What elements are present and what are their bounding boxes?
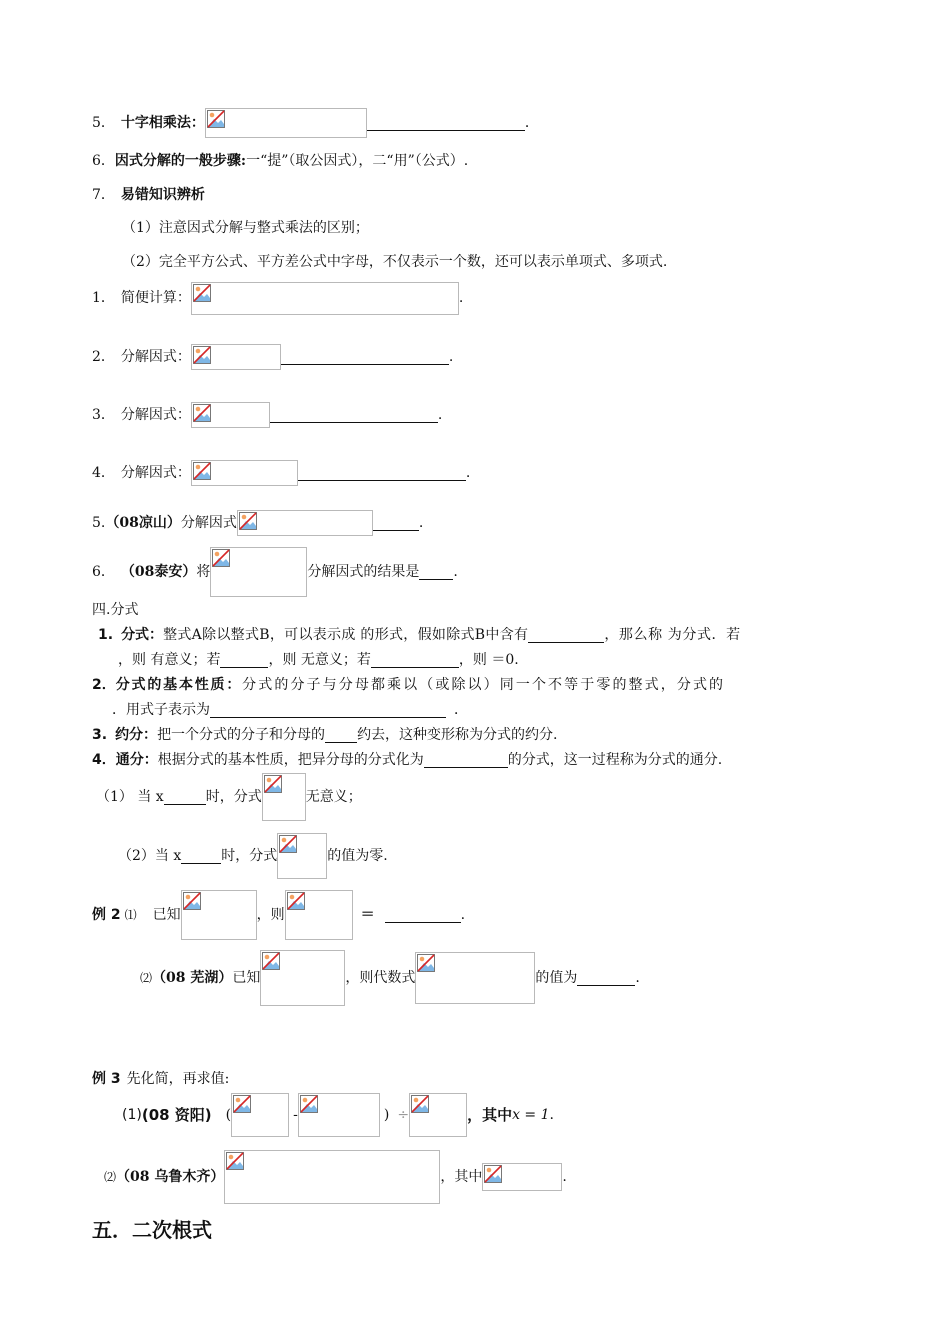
item-number: 4． bbox=[92, 752, 116, 768]
exercise-4 bbox=[92, 458, 470, 488]
item-text: 根据分式的基本性质，把异分母的分式化为 bbox=[157, 752, 424, 768]
part-number: ⑴ bbox=[124, 908, 137, 922]
question-text: 先化简，再求值: bbox=[126, 1071, 230, 1087]
punctuation: ． bbox=[524, 115, 539, 131]
question-text: 的值为 bbox=[535, 970, 578, 986]
exercise-1 bbox=[92, 283, 463, 313]
formula-image bbox=[277, 833, 327, 879]
question-text: ，其中 bbox=[440, 1169, 483, 1185]
item-text: 整式A除以整式B，可以表示成 的形式，假如除式B中含有 bbox=[163, 627, 529, 643]
condition: x = 1 bbox=[512, 1107, 550, 1123]
part-number: ⑵ bbox=[140, 971, 153, 985]
answer-blank bbox=[373, 516, 419, 531]
example-2-part-1 bbox=[92, 889, 465, 941]
formula-image bbox=[285, 890, 353, 940]
item-text: 约去，这种变形称为分式的约分. bbox=[357, 727, 558, 743]
answer-blank bbox=[298, 466, 466, 481]
formula-image bbox=[409, 1093, 467, 1137]
open-paren: ( bbox=[225, 1107, 232, 1123]
note-text: （1）注意因式分解与整式乘法的区别； bbox=[122, 220, 369, 236]
question-text: ，则 bbox=[256, 907, 285, 923]
formula-image bbox=[262, 773, 306, 821]
item-5-cross-multiplication bbox=[92, 108, 539, 138]
item-number: 6． bbox=[92, 153, 115, 169]
answer-blank bbox=[181, 849, 221, 864]
punctuation: . bbox=[562, 1169, 567, 1185]
item-text: ． bbox=[454, 702, 468, 718]
punctuation: . bbox=[437, 407, 443, 423]
exercise-text: 分解因式的结果是 bbox=[307, 564, 420, 580]
formula-image bbox=[191, 460, 298, 486]
formula-image bbox=[191, 282, 459, 315]
item-text: 把一个分式的分子和分母的 bbox=[157, 727, 326, 743]
question-text: 无意义； bbox=[305, 789, 362, 805]
item-text: ．用式子表示为 bbox=[112, 702, 210, 718]
item-number: 5． bbox=[92, 115, 115, 131]
broken-image-icon bbox=[300, 1095, 318, 1113]
punctuation: . bbox=[458, 290, 464, 306]
answer-blank bbox=[419, 565, 453, 580]
punctuation: . bbox=[453, 564, 458, 580]
item-label: 因式分解的一般步骤: bbox=[114, 153, 247, 169]
formula-image bbox=[181, 890, 257, 940]
item-label: 通分： bbox=[115, 752, 158, 768]
question-text: ，则代数式 bbox=[345, 970, 416, 986]
question-text: 时，分式 bbox=[221, 848, 278, 864]
broken-image-icon bbox=[484, 1165, 502, 1183]
example-label: 例 2 bbox=[92, 907, 121, 923]
answer-blank bbox=[210, 703, 446, 718]
item-number: 2． bbox=[92, 349, 115, 365]
item-text: 一“提”（取公因式），二“用”（公式）. bbox=[246, 153, 469, 169]
section-title: 四.分式 bbox=[92, 602, 139, 618]
exercise-3 bbox=[92, 400, 442, 430]
question-text: （1） 当 x bbox=[96, 789, 164, 805]
answer-blank bbox=[367, 116, 525, 131]
source-tag: （08泰安） bbox=[120, 564, 197, 580]
exercise-text: 分解因式： bbox=[120, 407, 191, 423]
example-3-part-1 bbox=[122, 1092, 554, 1138]
item-number: 3. bbox=[92, 727, 108, 743]
question-text: 时，分式 bbox=[205, 789, 262, 805]
broken-image-icon bbox=[411, 1095, 429, 1113]
broken-image-icon bbox=[193, 346, 211, 364]
broken-image-icon bbox=[287, 892, 305, 910]
formula-image bbox=[210, 547, 307, 597]
example-2-part-2 bbox=[140, 950, 640, 1006]
item-label: 十字相乘法： bbox=[120, 115, 205, 131]
item-text: 分式的分子与分母都乘以（或除以）同一个不等于零的整式，分式的 bbox=[242, 677, 726, 693]
item-text: 的分式，这一过程称为分式的通分. bbox=[507, 752, 723, 768]
item-number: 7． bbox=[92, 187, 115, 203]
broken-image-icon bbox=[193, 284, 211, 302]
item-7-common-mistakes bbox=[92, 180, 205, 210]
broken-image-icon bbox=[262, 952, 280, 970]
source-tag: （08凉山） bbox=[105, 515, 181, 531]
answer-blank bbox=[371, 653, 459, 668]
exercise-text: 分解因式： bbox=[120, 465, 191, 481]
broken-image-icon bbox=[193, 404, 211, 422]
formula-image bbox=[224, 1150, 440, 1204]
close-paren: ) bbox=[383, 1107, 390, 1123]
item-number: 2． bbox=[92, 677, 116, 693]
formula-image bbox=[191, 402, 270, 428]
item-text: ，则 ＝0. bbox=[458, 652, 519, 668]
definition-4 bbox=[92, 745, 722, 775]
question-2 bbox=[118, 832, 388, 880]
broken-image-icon bbox=[183, 892, 201, 910]
answer-blank bbox=[385, 908, 461, 923]
formula-image bbox=[482, 1163, 562, 1191]
item-label: 易错知识辨析 bbox=[120, 187, 205, 203]
part-number: ⑵ bbox=[104, 1170, 117, 1184]
answer-blank bbox=[164, 790, 206, 805]
formula-image bbox=[260, 950, 345, 1006]
broken-image-icon bbox=[226, 1152, 244, 1170]
source-tag: （08 芜湖） bbox=[152, 970, 233, 986]
answer-blank bbox=[270, 408, 438, 423]
minus-sign: - bbox=[293, 1107, 298, 1123]
punctuation: . bbox=[418, 515, 424, 531]
exercise-text: 简便计算： bbox=[120, 290, 191, 306]
broken-image-icon bbox=[207, 110, 225, 128]
item-number: 6． bbox=[92, 564, 115, 580]
section-5-title: 五．二次根式 bbox=[92, 1218, 212, 1242]
broken-image-icon bbox=[233, 1095, 251, 1113]
example-3-part-2 bbox=[104, 1150, 567, 1204]
equals-sign: ＝ bbox=[360, 907, 375, 923]
broken-image-icon bbox=[417, 954, 435, 972]
item-label: 分式： bbox=[121, 627, 164, 643]
broken-image-icon bbox=[212, 549, 230, 567]
example-3-intro bbox=[92, 1064, 229, 1094]
item-label: 约分： bbox=[115, 727, 158, 743]
question-text: 的值为零. bbox=[327, 848, 388, 864]
question-text: 已知 bbox=[232, 970, 261, 986]
exercise-6 bbox=[92, 546, 458, 598]
item-number: 3． bbox=[92, 407, 115, 423]
answer-blank bbox=[577, 971, 635, 986]
punctuation: . bbox=[465, 465, 471, 481]
example-label: 例 3 bbox=[92, 1071, 121, 1087]
part-number: (1) bbox=[122, 1107, 142, 1123]
source-tag: (08 资阳) bbox=[141, 1106, 212, 1124]
item-number: 1． bbox=[92, 290, 115, 306]
note-1 bbox=[122, 213, 369, 243]
question-text: ，其中 bbox=[467, 1106, 513, 1124]
answer-blank bbox=[528, 628, 604, 643]
punctuation: . bbox=[635, 970, 640, 986]
broken-image-icon bbox=[279, 835, 297, 853]
broken-image-icon bbox=[239, 512, 257, 530]
formula-image bbox=[415, 952, 535, 1004]
item-number: 1. bbox=[98, 627, 114, 643]
exercise-2 bbox=[92, 342, 453, 372]
formula-image bbox=[231, 1093, 289, 1137]
exercise-5 bbox=[92, 508, 423, 538]
question-1 bbox=[96, 772, 362, 822]
answer-blank bbox=[281, 350, 449, 365]
item-text: ，那么称 为分式．若 bbox=[604, 627, 741, 643]
answer-blank bbox=[424, 753, 508, 768]
formula-image bbox=[205, 108, 367, 138]
item-label: 分式的基本性质： bbox=[115, 677, 243, 693]
question-text: （2）当 x bbox=[118, 848, 182, 864]
answer-blank bbox=[325, 728, 357, 743]
formula-image bbox=[191, 344, 281, 370]
item-text: ，则 无意义；若 bbox=[268, 652, 371, 668]
exercise-text: 分解因式 bbox=[180, 515, 237, 531]
note-text: （2）完全平方公式、平方差公式中字母，不仅表示一个数，还可以表示单项式、多项式. bbox=[122, 254, 668, 270]
note-2 bbox=[122, 247, 667, 277]
exercise-text: 将 bbox=[196, 564, 211, 580]
exercise-text: 分解因式： bbox=[120, 349, 191, 365]
broken-image-icon bbox=[264, 775, 282, 793]
answer-blank bbox=[220, 653, 268, 668]
divide-sign: ÷ bbox=[397, 1107, 410, 1123]
source-tag: （08 乌鲁木齐） bbox=[116, 1169, 225, 1185]
item-text: ，则 有意义；若 bbox=[118, 652, 221, 668]
broken-image-icon bbox=[193, 462, 211, 480]
question-text: 已知 bbox=[152, 907, 181, 923]
item-number: 5. bbox=[92, 515, 106, 531]
item-6-general-steps bbox=[92, 146, 468, 176]
punctuation: . bbox=[460, 907, 466, 923]
item-number: 4． bbox=[92, 465, 115, 481]
punctuation: . bbox=[549, 1107, 554, 1123]
formula-image bbox=[237, 510, 373, 536]
punctuation: . bbox=[448, 349, 454, 365]
formula-image bbox=[298, 1093, 380, 1137]
